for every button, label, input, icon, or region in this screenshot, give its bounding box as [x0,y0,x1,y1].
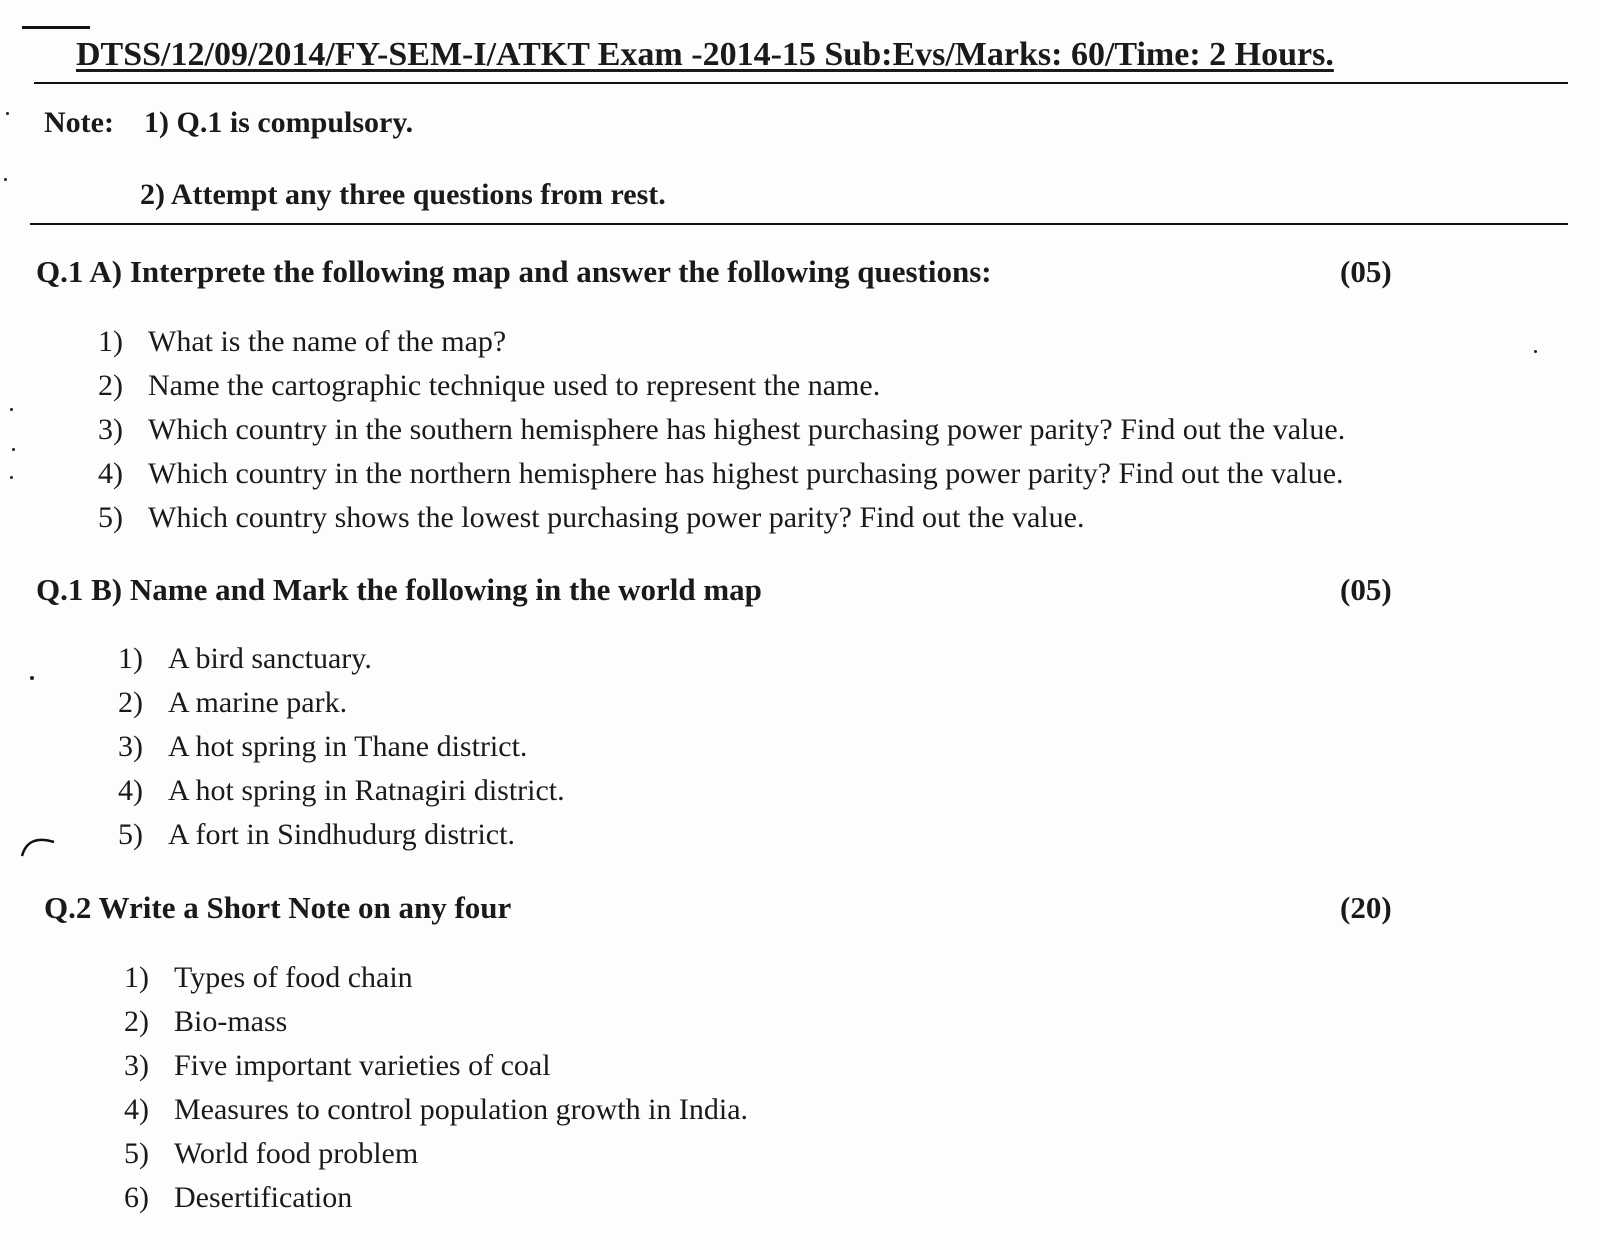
question-2-heading: Q.2 Write a Short Note on any four [44,890,512,925]
list-item: 5) A fort in Sindhudurg district. [118,818,515,851]
list-item: 1) What is the name of the map? [98,325,507,358]
scan-speck [1534,350,1537,353]
list-item: 5) World food problem [124,1137,419,1170]
question-1b-heading: Q.1 B) Name and Mark the following in the world map [36,572,762,607]
list-item: 4) A hot spring in Ratnagiri district. [118,774,565,807]
notes-rule [30,223,1568,225]
question-1b-list [118,637,565,857]
pen-mark-top-left [22,26,90,29]
scan-speck [4,178,7,181]
question-1b-marks: (05) [1340,572,1392,607]
header-rule [34,82,1568,84]
list-item: 4) Measures to control population growth in India. [124,1093,749,1126]
list-item: 3) Five important varieties of coal [124,1049,551,1082]
question-1a-marks: (05) [1340,254,1392,289]
exam-header-title: DTSS/12/09/2014/FY-SEM-I/ATKT Exam -2014-15 Sub:Evs/Marks: 60/Time: 2 Hours. [76,36,1334,73]
list-item: 2) A marine park. [118,686,348,719]
question-2-list [124,956,748,1220]
note-line-2: 2) Attempt any three questions from rest. [140,178,666,211]
pen-mark-arc [18,828,58,858]
scan-speck [30,676,34,680]
note-label: Note: [44,106,114,139]
list-item: 5) Which country shows the lowest purchasing power parity? Find out the value. [98,501,1085,534]
scan-speck [10,476,13,479]
question-2-marks: (20) [1340,890,1392,925]
scan-speck [6,112,9,115]
question-1a-heading: Q.1 A) Interprete the following map and answer the following questions: [36,254,992,289]
list-item: 4) Which country in the northern hemisphere has highest purchasing power parity? Find out the value. [98,457,1344,490]
note-line-1: 1) Q.1 is compulsory. [144,106,414,139]
scan-speck [10,408,13,411]
scan-speck [12,448,15,451]
list-item: 2) Name the cartographic technique used to represent the name. [98,369,881,402]
question-1a-list [98,320,1345,540]
list-item: 3) Which country in the southern hemisphere has highest purchasing power parity? Find out the value. [98,413,1346,446]
list-item: 6) Desertification [124,1181,353,1214]
list-item: 3) A hot spring in Thane district. [118,730,528,763]
list-item: 1) Types of food chain [124,961,413,994]
list-item: 1) A bird sanctuary. [118,642,372,675]
list-item: 2) Bio-mass [124,1005,288,1038]
